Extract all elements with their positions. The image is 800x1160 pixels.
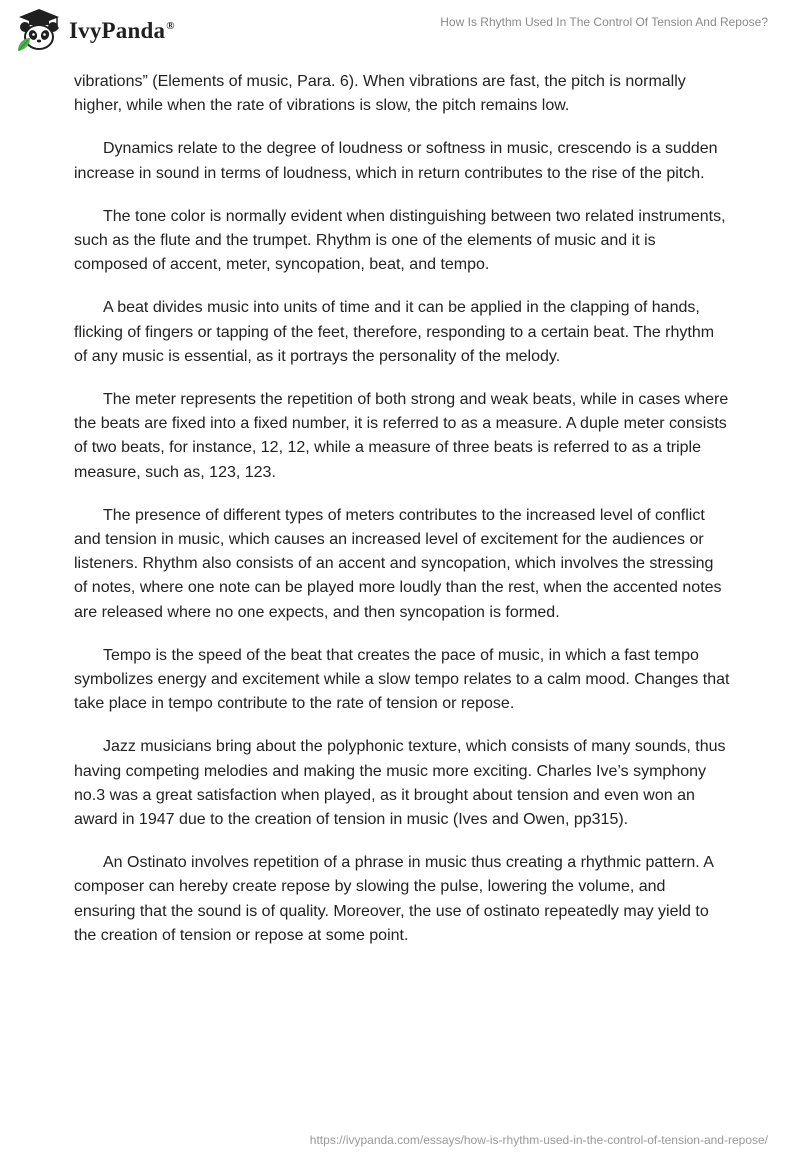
essay-body <box>74 70 730 967</box>
source-url[interactable]: https://ivypanda.com/essays/how-is-rhythm-used-in-the-control-of-tension-and-repose/ <box>309 1133 768 1147</box>
paragraph-8: Jazz musicians bring about the polyphonic texture, which consists of many sounds, thus having competing melodies and making the music more exciting. Charles Ive’s symphony no.3 was a great satisfaction when played, as it brought about tension and even won an award in 1947 due to the creation of tension in music (Ives and Owen, pp315). <box>74 738 726 829</box>
paragraph-6: The presence of different types of meters contributes to the increased level of conflict and tension in music, which causes an increased level of excitement for the audiences or listeners. Rhythm also consists of an accent and syncopation, which involves the stressing of notes, where one note can be played more loudly than the rest, when the accented notes are released where no one expects, and then syncopation is formed. <box>74 506 722 621</box>
paragraph-5: The meter represents the repetition of both strong and weak beats, while in cases where the beats are fixed into a fixed number, it is referred to as a measure. A duple meter consists of two beats, for instance, 12, 12, while a measure of three beats is referred to as a triple measure, such as, 123, 123. <box>74 391 729 481</box>
paragraph-2: Dynamics relate to the degree of loudness or softness in music, crescendo is a sudden increase in sound in terms of loudness, which in return contributes to the rise of the pitch. <box>74 140 718 182</box>
document-title: How Is Rhythm Used In The Control Of Tension And Repose? <box>440 15 768 29</box>
paragraph-9: An Ostinato involves repetition of a phrase in music thus creating a rhythmic pattern. A composer can hereby create repose by slowing the pulse, lowering the volume, and ensuring that the sound is of quality. Moreover, the use of ostinato repeatedly may yield to the creation of tension or repose at some point. <box>74 854 714 944</box>
paragraph-4: A beat divides music into units of time and it can be applied in the clapping of hands, flicking of fingers or tapping of the feet, therefore, responding to a certain beat. The rhythm of any music is essential, as it portrays the personality of the melody. <box>74 299 715 365</box>
paragraph-3: The tone color is normally evident when distinguishing between two related instruments, such as the flute and the trumpet. Rhythm is one of the elements of music and it is composed of accent, meter, syncopation, beat, and tempo. <box>74 207 726 274</box>
paragraph-7: Tempo is the speed of the beat that creates the pace of music, in which a fast tempo symbolizes energy and excitement while a slow tempo relates to a calm mood. Changes that take place in tempo contribute to the rate of tension or repose. <box>74 646 730 713</box>
brand-name: IvyPanda® <box>69 18 175 43</box>
ivypanda-logo[interactable] <box>14 7 175 53</box>
panda-graduate-icon <box>14 7 64 53</box>
page-header <box>0 0 800 64</box>
paragraph-1: vibrations” (Elements of music, Para. 6). When vibrations are fast, the pitch is normally higher, while when the rate of vibrations is slow, the pitch remains low. <box>74 73 686 115</box>
